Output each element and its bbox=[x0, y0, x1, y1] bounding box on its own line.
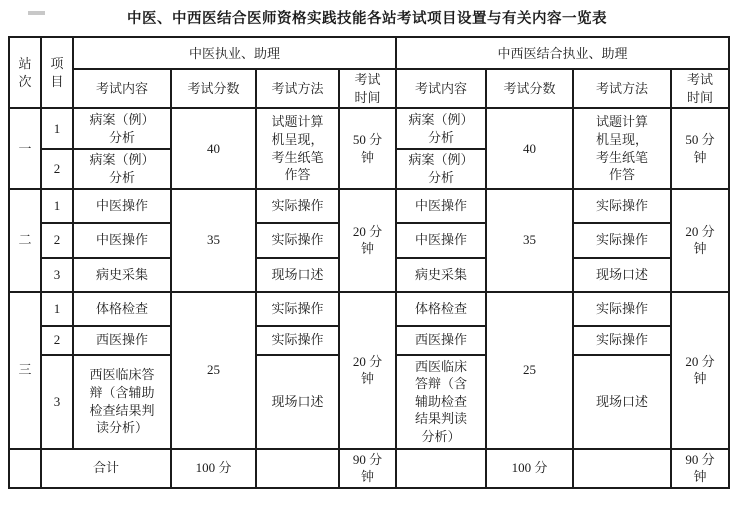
method-cell: 实际操作 bbox=[573, 189, 671, 223]
method-text: 试题计算机呈现，考生纸笔作答 bbox=[271, 114, 324, 183]
item-header-label: 项目 bbox=[50, 56, 64, 89]
method-cell: 现场口述 bbox=[256, 258, 339, 292]
exam-content-text: 中医操作 bbox=[95, 197, 148, 213]
station-label-cell: 一 bbox=[9, 108, 41, 188]
time-cell bbox=[671, 292, 729, 449]
exam-content-text: 西医操作 bbox=[95, 332, 148, 348]
empty-cell bbox=[573, 449, 671, 488]
exam-content-text: 西医操作 bbox=[415, 332, 468, 348]
method-cell: 现场口述 bbox=[256, 355, 339, 449]
method-cell: 实际操作 bbox=[573, 292, 671, 326]
item-number-cell: 1 bbox=[41, 108, 73, 149]
method-cell: 实际操作 bbox=[256, 326, 339, 355]
exam-content-text: 病案（例）分析 bbox=[408, 152, 474, 186]
method-cell: 现场口述 bbox=[573, 258, 671, 292]
item-number-cell: 1 bbox=[41, 292, 73, 326]
exam-content-cell bbox=[73, 223, 171, 258]
exam-content-cell bbox=[396, 189, 486, 223]
item-number-cell: 2 bbox=[41, 326, 73, 355]
time-text: 20 分钟 bbox=[352, 353, 383, 387]
score-cell: 40 bbox=[171, 108, 256, 188]
item-header bbox=[41, 37, 73, 108]
exam-content-cell bbox=[73, 258, 171, 292]
method-header-left: 考试方法 bbox=[256, 69, 339, 108]
score-cell: 25 bbox=[171, 292, 256, 449]
exam-content-cell bbox=[73, 326, 171, 355]
exam-content-text: 病案（例）分析 bbox=[89, 152, 155, 186]
total-score-cell: 100 分 bbox=[486, 449, 573, 488]
score-cell: 25 bbox=[486, 292, 573, 449]
empty-cell bbox=[256, 449, 339, 488]
score-cell: 35 bbox=[486, 189, 573, 292]
exam-content-text: 病案（例）分析 bbox=[89, 112, 155, 145]
content-header-left: 考试内容 bbox=[73, 69, 171, 108]
method-cell: 实际操作 bbox=[573, 326, 671, 355]
page-title: 中医、中西医结合医师资格实践技能各站考试项目设置与有关内容一览表 bbox=[127, 11, 607, 27]
time-text: 50 分钟 bbox=[352, 131, 383, 165]
time-header-left-label: 考试时间 bbox=[354, 72, 381, 105]
item-number-cell: 1 bbox=[41, 189, 73, 223]
method-cell: 实际操作 bbox=[256, 292, 339, 326]
score-cell: 35 bbox=[171, 189, 256, 292]
group-header-tcm: 中医执业、助理 bbox=[73, 37, 396, 69]
score-header-right: 考试分数 bbox=[486, 69, 573, 108]
item-number-cell: 2 bbox=[41, 223, 73, 258]
exam-content-cell bbox=[396, 292, 486, 326]
exam-content-cell bbox=[396, 355, 486, 449]
score-header-left: 考试分数 bbox=[171, 69, 256, 108]
time-cell bbox=[339, 189, 396, 292]
station-header-label: 站次 bbox=[18, 56, 32, 89]
station-header bbox=[9, 37, 41, 108]
exam-content-text: 中医操作 bbox=[415, 232, 468, 248]
exam-content-cell bbox=[396, 149, 486, 188]
scan-artifact bbox=[28, 11, 45, 15]
method-cell: 实际操作 bbox=[256, 223, 339, 258]
exam-content-text: 中医操作 bbox=[415, 197, 468, 213]
item-number-cell: 3 bbox=[41, 258, 73, 292]
method-cell bbox=[573, 108, 671, 188]
time-text: 90 分钟 bbox=[685, 451, 715, 485]
empty-cell bbox=[9, 449, 41, 488]
method-cell: 现场口述 bbox=[573, 355, 671, 449]
station-label-cell: 二 bbox=[9, 189, 41, 292]
item-number-cell: 2 bbox=[41, 149, 73, 188]
content-header-right: 考试内容 bbox=[396, 69, 486, 108]
exam-content-text: 中医操作 bbox=[95, 232, 148, 248]
time-cell bbox=[671, 108, 729, 188]
exam-content-text: 病案（例）分析 bbox=[408, 112, 474, 145]
item-number-cell: 3 bbox=[41, 355, 73, 449]
exam-table bbox=[8, 36, 730, 488]
time-text: 50 分钟 bbox=[685, 131, 715, 165]
method-header-right: 考试方法 bbox=[573, 69, 671, 108]
exam-content-cell bbox=[396, 326, 486, 355]
station-label-cell: 三 bbox=[9, 292, 41, 449]
exam-content-cell bbox=[73, 355, 171, 449]
time-header-right bbox=[671, 69, 729, 108]
total-time-cell bbox=[671, 449, 729, 488]
empty-cell bbox=[396, 449, 486, 488]
method-cell: 实际操作 bbox=[573, 223, 671, 258]
exam-content-cell bbox=[396, 223, 486, 258]
time-cell bbox=[339, 108, 396, 188]
group-header-integrated: 中西医结合执业、助理 bbox=[396, 37, 729, 69]
total-time-cell bbox=[339, 449, 396, 488]
exam-content-text: 西医临床答辩（含辅助检查结果判读分析） bbox=[415, 358, 468, 444]
method-cell: 实际操作 bbox=[256, 189, 339, 223]
total-score-cell: 100 分 bbox=[171, 449, 256, 488]
exam-content-text: 病史采集 bbox=[415, 266, 468, 282]
time-text: 20 分钟 bbox=[685, 223, 715, 257]
exam-content-text: 西医临床答辩（含辅助检查结果判读分析） bbox=[89, 367, 155, 436]
time-cell bbox=[671, 189, 729, 292]
exam-content-text: 病史采集 bbox=[95, 266, 148, 282]
exam-content-text: 体格检查 bbox=[95, 300, 148, 316]
exam-content-cell bbox=[396, 258, 486, 292]
method-text: 试题计算机呈现，考生纸笔作答 bbox=[596, 114, 649, 183]
exam-content-cell bbox=[73, 149, 171, 188]
time-cell bbox=[339, 292, 396, 449]
time-text: 20 分钟 bbox=[685, 353, 715, 387]
time-text: 90 分钟 bbox=[352, 451, 383, 485]
exam-content-cell bbox=[73, 189, 171, 223]
time-text: 20 分钟 bbox=[352, 223, 383, 257]
total-label-cell: 合计 bbox=[41, 449, 171, 488]
exam-content-text: 体格检查 bbox=[415, 300, 468, 316]
exam-content-cell bbox=[73, 292, 171, 326]
time-header-left bbox=[339, 69, 396, 108]
time-header-right-label: 考试时间 bbox=[687, 72, 714, 105]
method-cell bbox=[256, 108, 339, 188]
exam-content-cell bbox=[73, 108, 171, 149]
exam-content-cell bbox=[396, 108, 486, 149]
score-cell: 40 bbox=[486, 108, 573, 188]
